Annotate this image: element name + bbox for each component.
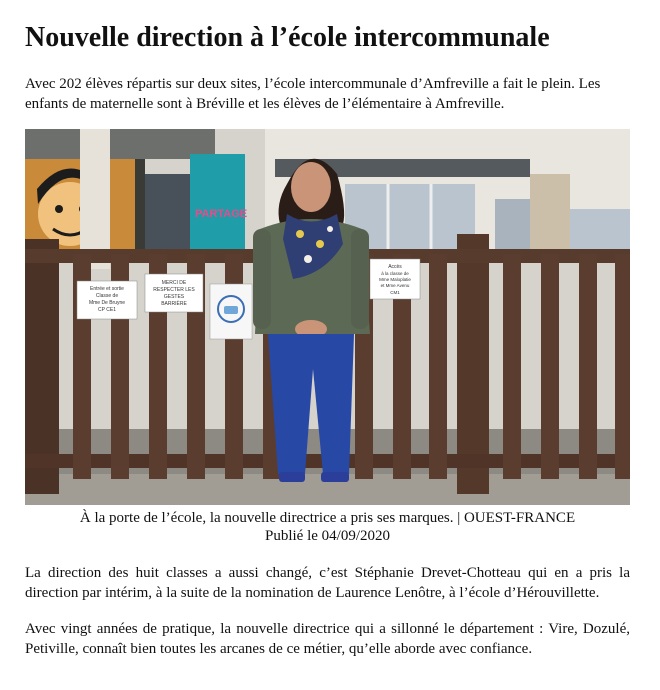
fence-sign-mask [210,284,252,339]
svg-text:GESTES: GESTES [163,294,185,300]
svg-text:Mme De Bruyne: Mme De Bruyne [88,300,126,306]
caption-text: À la porte de l’école, la nouvelle directrice a pris ses marques. | OUEST-FRANCE [79,510,576,526]
svg-text:Entrée et sortie: Entrée et sortie [90,286,124,292]
svg-text:RESPECTER LES: RESPECTER LES [153,287,195,293]
fence-sign-gestures [145,274,203,312]
svg-text:CM1: CM1 [390,290,400,295]
article-photo [25,129,630,505]
article-intro: Avec 202 élèves répartis sur deux sites, l’école intercommunale d’Amfreville a fait le plein. Les enfants de maternelle sont à Bréville et les élèves de l’élémentaire à Amfreville. [25,76,601,112]
svg-text:CP CE1: CP CE1 [98,307,116,313]
svg-text:MERCI DE: MERCI DE [161,280,187,286]
fence-sign-access [370,259,420,299]
svg-text:Mme Maloplatie: Mme Maloplatie [379,277,411,282]
fence-sign-entrance [77,281,137,319]
article-title: Nouvelle direction à l’école intercommunale [25,22,550,53]
svg-text:et Mme Avenu: et Mme Avenu [380,283,410,288]
mural-text: PARTAGE [195,208,248,220]
article-paragraph: La direction des huit classes a aussi changé, c’est Stéphanie Drevet-Chotteau qui en a pris la direction par intérim, à la suite de la nomination de Laurence Lenôtre, à l’école d’Hérouvillette. [25,565,630,601]
svg-text:Classe de: Classe de [95,293,119,299]
article-paragraph: Avec vingt années de pratique, la nouvelle directrice qui a sillonné le département : Vire, Dozulé, Petiville, connaît bien toutes les arcanes de ce métier, qu’elle aborde avec confiance. [25,621,630,657]
svg-text:à la classe de: à la classe de [381,271,409,276]
photo-caption [25,509,630,545]
svg-text:BARRIÈRE: BARRIÈRE [161,301,187,307]
photo-illustration [25,129,630,505]
publication-date: Publié le 04/09/2020 [265,528,390,544]
svg-text:Accès: Accès [388,264,402,270]
